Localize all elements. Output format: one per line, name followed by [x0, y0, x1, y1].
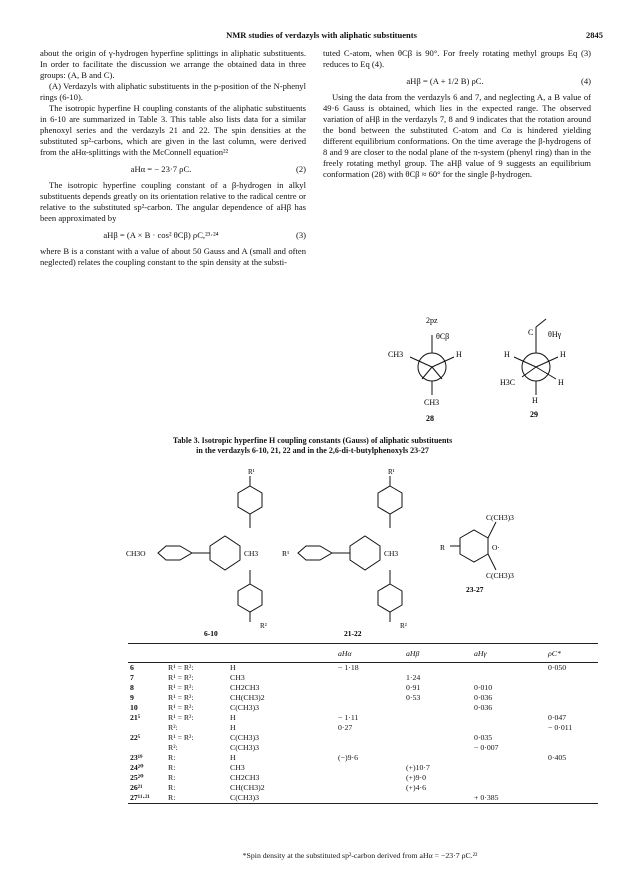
equation-2 [40, 158, 306, 180]
running-title: NMR studies of verdazyls with aliphatic substituents [226, 30, 417, 40]
cell-a-h-beta: (+)9·0 [406, 773, 426, 782]
s1-ch3: CH3 [244, 549, 259, 558]
cell-a-h-beta [404, 743, 472, 753]
n28-top: 2pz [426, 316, 438, 325]
s2-label: 21-22 [344, 629, 362, 638]
cell-position: R¹ = R²: [168, 663, 194, 672]
cell-a-h-alpha [336, 673, 404, 683]
n29-left: H [504, 350, 510, 359]
table-row [128, 713, 598, 723]
cell-compound: 8 [130, 683, 134, 692]
cell-compound: 25²⁰ [130, 773, 144, 782]
cell-rho-c: 0·047 [548, 713, 567, 722]
s2-left-group: R¹ [282, 549, 290, 558]
cell-a-h-beta: 0·53 [406, 693, 421, 702]
s2-ch3: CH3 [384, 549, 399, 558]
table-row [128, 773, 598, 783]
s2-r-top: R¹ [388, 468, 395, 476]
cell-a-h-gamma [472, 663, 546, 674]
cell-position: R: [168, 773, 176, 782]
cell-position: R²: [168, 723, 178, 732]
cell-substituent: CH3 [230, 673, 245, 682]
equation-2-number: (2) [295, 163, 306, 174]
cell-a-h-alpha [336, 683, 404, 693]
th-a-h-gamma: aHγ [474, 648, 487, 658]
cell-a-h-alpha: (−)9·6 [338, 753, 358, 762]
cell-position: R¹ = R²: [168, 713, 194, 722]
equation-2-expr: aHα = − 23·7 ρC. [130, 163, 192, 174]
cell-a-h-gamma: + 0·385 [474, 793, 499, 802]
cell-compound: 26²¹ [130, 783, 143, 792]
structure-drawings [100, 466, 600, 638]
cell-substituent: C(CH3)3 [230, 703, 260, 712]
cell-compound [128, 723, 166, 733]
table-caption [50, 436, 575, 456]
cell-rho-c: − 0·011 [548, 723, 573, 732]
n28-label: 28 [426, 414, 434, 423]
cell-compound: 10 [130, 703, 138, 712]
cell-a-h-alpha: 0·27 [338, 723, 353, 732]
cell-rho-c [546, 683, 598, 693]
left-column [40, 48, 306, 268]
cell-compound: 24²⁰ [130, 763, 144, 772]
n28-right: H [456, 350, 462, 359]
table-caption-line-2: in the verdazyls 6-10, 21, 22 and in the 2,6-di-t-butylphenoxyls 23-27 [196, 446, 429, 455]
cell-a-h-alpha [336, 693, 404, 703]
n29-label: 29 [530, 410, 538, 419]
cell-position: R¹ = R²: [168, 703, 194, 712]
newman-projections [360, 305, 610, 425]
th-substituent [228, 644, 336, 663]
cell-a-h-beta: 1·24 [406, 673, 421, 682]
cell-compound: 23¹⁹ [130, 753, 143, 762]
cell-a-h-beta [404, 663, 472, 674]
cell-a-h-beta [404, 723, 472, 733]
cell-a-h-beta: (+)10·7 [406, 763, 430, 772]
table-row [128, 793, 598, 804]
equation-3-expr: aHβ = (A × B · cos² θCβ) ρC,²³·²⁴ [103, 229, 219, 240]
cell-a-h-beta [404, 713, 472, 723]
table-row [128, 703, 598, 713]
cell-a-h-alpha [336, 783, 404, 793]
cell-position: R: [168, 783, 176, 792]
table-row [128, 783, 598, 793]
cell-a-h-gamma: 0·036 [474, 693, 493, 702]
n29-lower-right: H [558, 378, 564, 387]
cell-a-h-gamma [472, 673, 546, 683]
cell-rho-c: 0·050 [548, 663, 567, 672]
s1-r-top: R¹ [248, 468, 255, 476]
th-a-h-alpha: aHα [338, 648, 352, 658]
cell-a-h-alpha [336, 733, 404, 743]
s1-label: 6-10 [204, 629, 218, 638]
cell-a-h-alpha: − 1·18 [338, 663, 359, 672]
cell-substituent: H [230, 723, 236, 732]
cell-a-h-alpha: − 1·11 [338, 713, 359, 722]
cell-compound: 9 [130, 693, 134, 702]
cell-substituent: H [230, 713, 236, 722]
table-caption-line-1: Table 3. Isotropic hyperfine H coupling constants (Gauss) of aliphatic substituents [172, 436, 453, 445]
cell-rho-c [546, 693, 598, 703]
cell-compound: 7 [130, 673, 134, 682]
cell-a-h-beta [404, 733, 472, 743]
cell-rho-c [546, 703, 598, 713]
running-header [40, 30, 603, 44]
th-a-h-beta: aHβ [406, 648, 420, 658]
n29-lower-left: H3C [500, 378, 516, 387]
table-row [128, 663, 598, 674]
structure-23-27 [450, 522, 496, 570]
cell-a-h-gamma [472, 773, 546, 783]
cell-a-h-beta [404, 703, 472, 713]
cell-substituent: C(CH3)3 [230, 743, 260, 752]
equation-4 [323, 70, 591, 92]
cell-a-h-alpha [336, 793, 404, 804]
cell-rho-c [546, 743, 598, 753]
left-para-1: about the origin of γ-hydrogen hyperfine splittings in aliphatic substituents. In order to facilitate the discussion we arrange the obtained data in three groups: (A, B and C). [40, 48, 306, 80]
cell-rho-c [546, 733, 598, 743]
cell-substituent: CH(CH3)2 [230, 693, 265, 702]
right-column [323, 48, 591, 180]
left-para-3: The isotropic hyperfine H coupling constants of the aliphatic substituents in 6-10 are summarized in Table 3. This table also lists data for a similar phenoxyl series and the verdazyls 21 and 22. The spin densities at the substituted sp²-carbons, which are given in the last column, were derived from the aHα-splittings with the McConnell equation²² [40, 103, 306, 157]
cell-substituent: H [230, 753, 236, 762]
cell-substituent: H [230, 663, 236, 672]
s1-r-bottom: R² [260, 622, 267, 630]
cell-position: R¹ = R²: [168, 683, 194, 692]
left-para-4: The isotropic hyperfine coupling constant of a β-hydrogen in alkyl substituents depends greatly on its orientation relative to the radical centre or relative to the substituted sp²-carbon. The angular dependence of aHβ has been approximated by [40, 180, 306, 223]
table-row [128, 753, 598, 763]
table-footnote: *Spin density at the substituted sp²-carbon derived from aHα = −23·7 ρC.²² [242, 851, 478, 860]
left-para-5: where B is a constant with a value of about 50 Gauss and A (small and often neglected) relates the coupling constant to the spin density at the substi- [40, 246, 306, 267]
equation-3 [40, 224, 306, 246]
cell-a-h-alpha [336, 703, 404, 713]
cell-substituent: CH2CH3 [230, 773, 260, 782]
coupling-constants-table [128, 643, 598, 804]
cell-rho-c [546, 773, 598, 783]
th-compound [128, 644, 166, 663]
s2-r-bottom: R² [400, 622, 407, 630]
left-para-2: (A) Verdazyls with aliphatic substituents in the p-position of the N-phenyl rings (6-10). [40, 81, 306, 102]
table-row [128, 733, 598, 743]
cell-substituent: C(CH3)3 [230, 793, 260, 802]
cell-a-h-gamma: 0·010 [474, 683, 493, 692]
cell-rho-c [546, 783, 598, 793]
equation-4-number: (4) [580, 75, 591, 86]
s3-left-group: R [440, 543, 446, 552]
th-position [166, 644, 228, 663]
cell-position: R: [168, 753, 176, 762]
s3-label: 23-27 [466, 585, 484, 594]
table-body [128, 663, 598, 804]
page-number: 2845 [586, 30, 603, 40]
cell-position: R: [168, 793, 176, 802]
right-para-1: tuted C-atom, when θCβ is 90°. For freely rotating methyl groups Eq (3) reduces to Eq (4). [323, 48, 591, 69]
cell-rho-c [546, 763, 598, 773]
cell-a-h-gamma: 0·035 [474, 733, 493, 742]
cell-position: R¹ = R²: [168, 693, 194, 702]
cell-a-h-gamma: − 0·007 [474, 743, 499, 752]
n29-right: H [560, 350, 566, 359]
cell-a-h-beta: (+)4·6 [406, 783, 426, 792]
s3-oxy: O· [492, 543, 500, 552]
cell-position: R²: [168, 743, 178, 752]
cell-position: R¹ = R²: [168, 733, 194, 742]
cell-substituent: CH(CH3)2 [230, 783, 265, 792]
s3-top-group: C(CH3)3 [486, 513, 514, 522]
table-row [128, 763, 598, 773]
cell-substituent: CH3 [230, 763, 245, 772]
table-row [128, 673, 598, 683]
cell-substituent: CH2CH3 [230, 683, 260, 692]
n29-bottom: H [532, 396, 538, 405]
table-row [128, 683, 598, 693]
cell-a-h-alpha [336, 773, 404, 783]
table-header-row [128, 644, 598, 663]
right-para-2: Using the data from the verdazyls 6 and 7, and neglecting A, a B value of 49·6 Gauss is obtained, which lies in the expected range. The observed variation of aHβ in the verdazyls 7, 8 and 9 indicates that the rotation around the bond between the substituted C-atom and Cα is hindered yielding different equilibrium conformations. On the time average the β-hydrogens of 8 and 9 are closer to the nodal plane of the π-system (phenyl ring) than in the freely rotating methyl group. The aHβ value of 9 suggests an equilibrium conformation (28) with θCβ ≈ 60° for the single β-hydrogen. [323, 92, 591, 179]
cell-compound: 22⁵ [130, 733, 141, 742]
th-rho-c: ρC* [548, 648, 561, 658]
cell-compound [128, 743, 166, 753]
cell-a-h-alpha [336, 743, 404, 753]
cell-compound: 21⁵ [130, 713, 141, 722]
n29-top: C [528, 328, 534, 337]
cell-substituent: C(CH3)3 [230, 733, 260, 742]
equation-4-expr: aHβ = (A + 1/2 B) ρC. [406, 75, 484, 86]
cell-a-h-alpha [336, 763, 404, 773]
table-row [128, 693, 598, 703]
cell-a-h-gamma [472, 783, 546, 793]
cell-a-h-gamma [472, 763, 546, 773]
n28-bottom: CH3 [424, 398, 440, 407]
cell-position: R¹ = R²: [168, 673, 194, 682]
equation-3-number: (3) [295, 229, 306, 240]
cell-rho-c [546, 673, 598, 683]
cell-a-h-beta [404, 793, 472, 804]
cell-a-h-gamma [472, 753, 546, 763]
cell-rho-c: 0·405 [548, 753, 567, 762]
table-row [128, 723, 598, 733]
cell-a-h-beta: 0·91 [406, 683, 421, 692]
cell-a-h-gamma: 0·036 [474, 703, 493, 712]
n28-left: CH3 [388, 350, 404, 359]
n29-angle: θHγ [548, 330, 562, 339]
n28-angle: θCβ [436, 332, 450, 341]
cell-a-h-gamma [472, 723, 546, 733]
s1-left-group: CH3O [126, 549, 146, 558]
newman-28 [410, 335, 454, 395]
cell-position: R: [168, 763, 176, 772]
cell-compound: 6 [130, 663, 134, 672]
s3-bottom-group: C(CH3)3 [486, 571, 514, 580]
table-row [128, 743, 598, 753]
cell-a-h-gamma [472, 713, 546, 723]
cell-compound: 27¹¹·²¹ [130, 793, 150, 802]
cell-a-h-beta [404, 753, 472, 763]
cell-rho-c [546, 793, 598, 804]
